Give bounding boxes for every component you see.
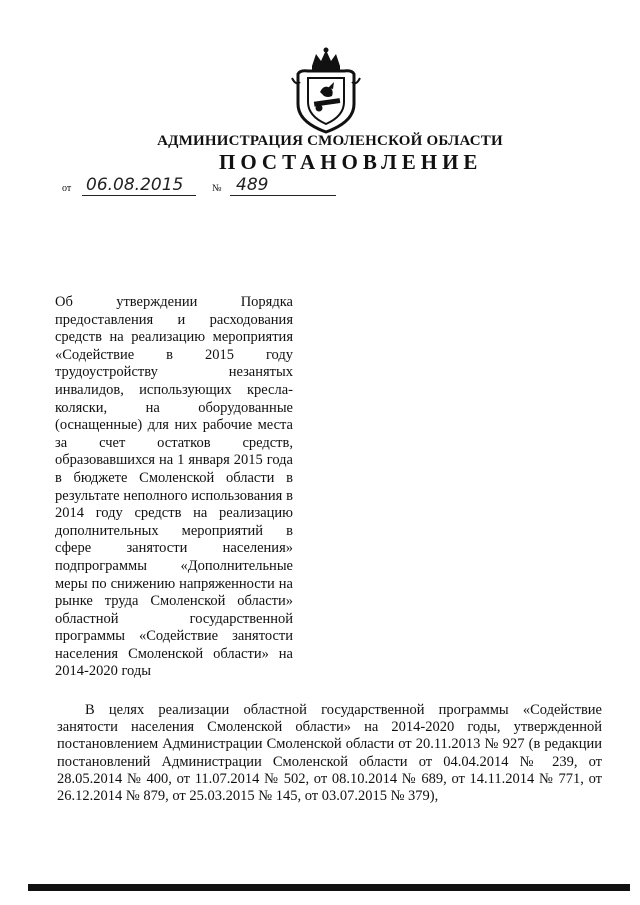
number-prefix: № xyxy=(212,183,222,194)
decree-subject: Об утверждении Порядка предоставления и расходования средств на реализацию мероприятия «Содействие в 2015 году трудоустройству незанятых инвалидов, использующих кресла-коляски, на оборудованные (оснащенные) для них рабочие места за счет остатков средств, образовавшихся на 1 января 2015 года в бюджете Смоленской области в результате неполного использования в 2014 году средств на реализацию дополнительных мероприятий в сфере занятости населения» подпрограммы «Дополнительные меры по снижению напряженности на рынке труда Смоленской области» областной государственной программы «Содействие занятости населения Смоленской области» на 2014-2020 годы xyxy=(55,294,293,680)
bottom-divider xyxy=(28,884,630,891)
date-field: 06.08.2015 xyxy=(82,175,196,196)
document-type-title: ПОСТАНОВЛЕНИЕ xyxy=(219,150,483,174)
decree-body-paragraph: В целях реализации областной государственной программы «Содействие занятости населения Смоленской области» на 2014-2020 годы, утвержденной постановлением Администрации Смоленской области от 20.11.2013 № 927 (в редакции постановлений Администрации Смоленской области от 04.04.2014 № 239, от 28.05.2014 № 400, от 11.07.2014 № 502, от 08.10.2014 № 689, от 14.11.2014 № 771, от 26.12.2014 № 879, от 25.03.2015 № 145, от 03.07.2015 № 379), xyxy=(57,702,602,805)
dateline xyxy=(62,175,322,199)
number-field: 489 xyxy=(230,175,336,196)
date-prefix: от xyxy=(62,183,72,194)
organization-name: АДМИНИСТРАЦИЯ СМОЛЕНСКОЙ ОБЛАСТИ xyxy=(157,133,503,149)
coat-of-arms-icon xyxy=(290,44,362,134)
